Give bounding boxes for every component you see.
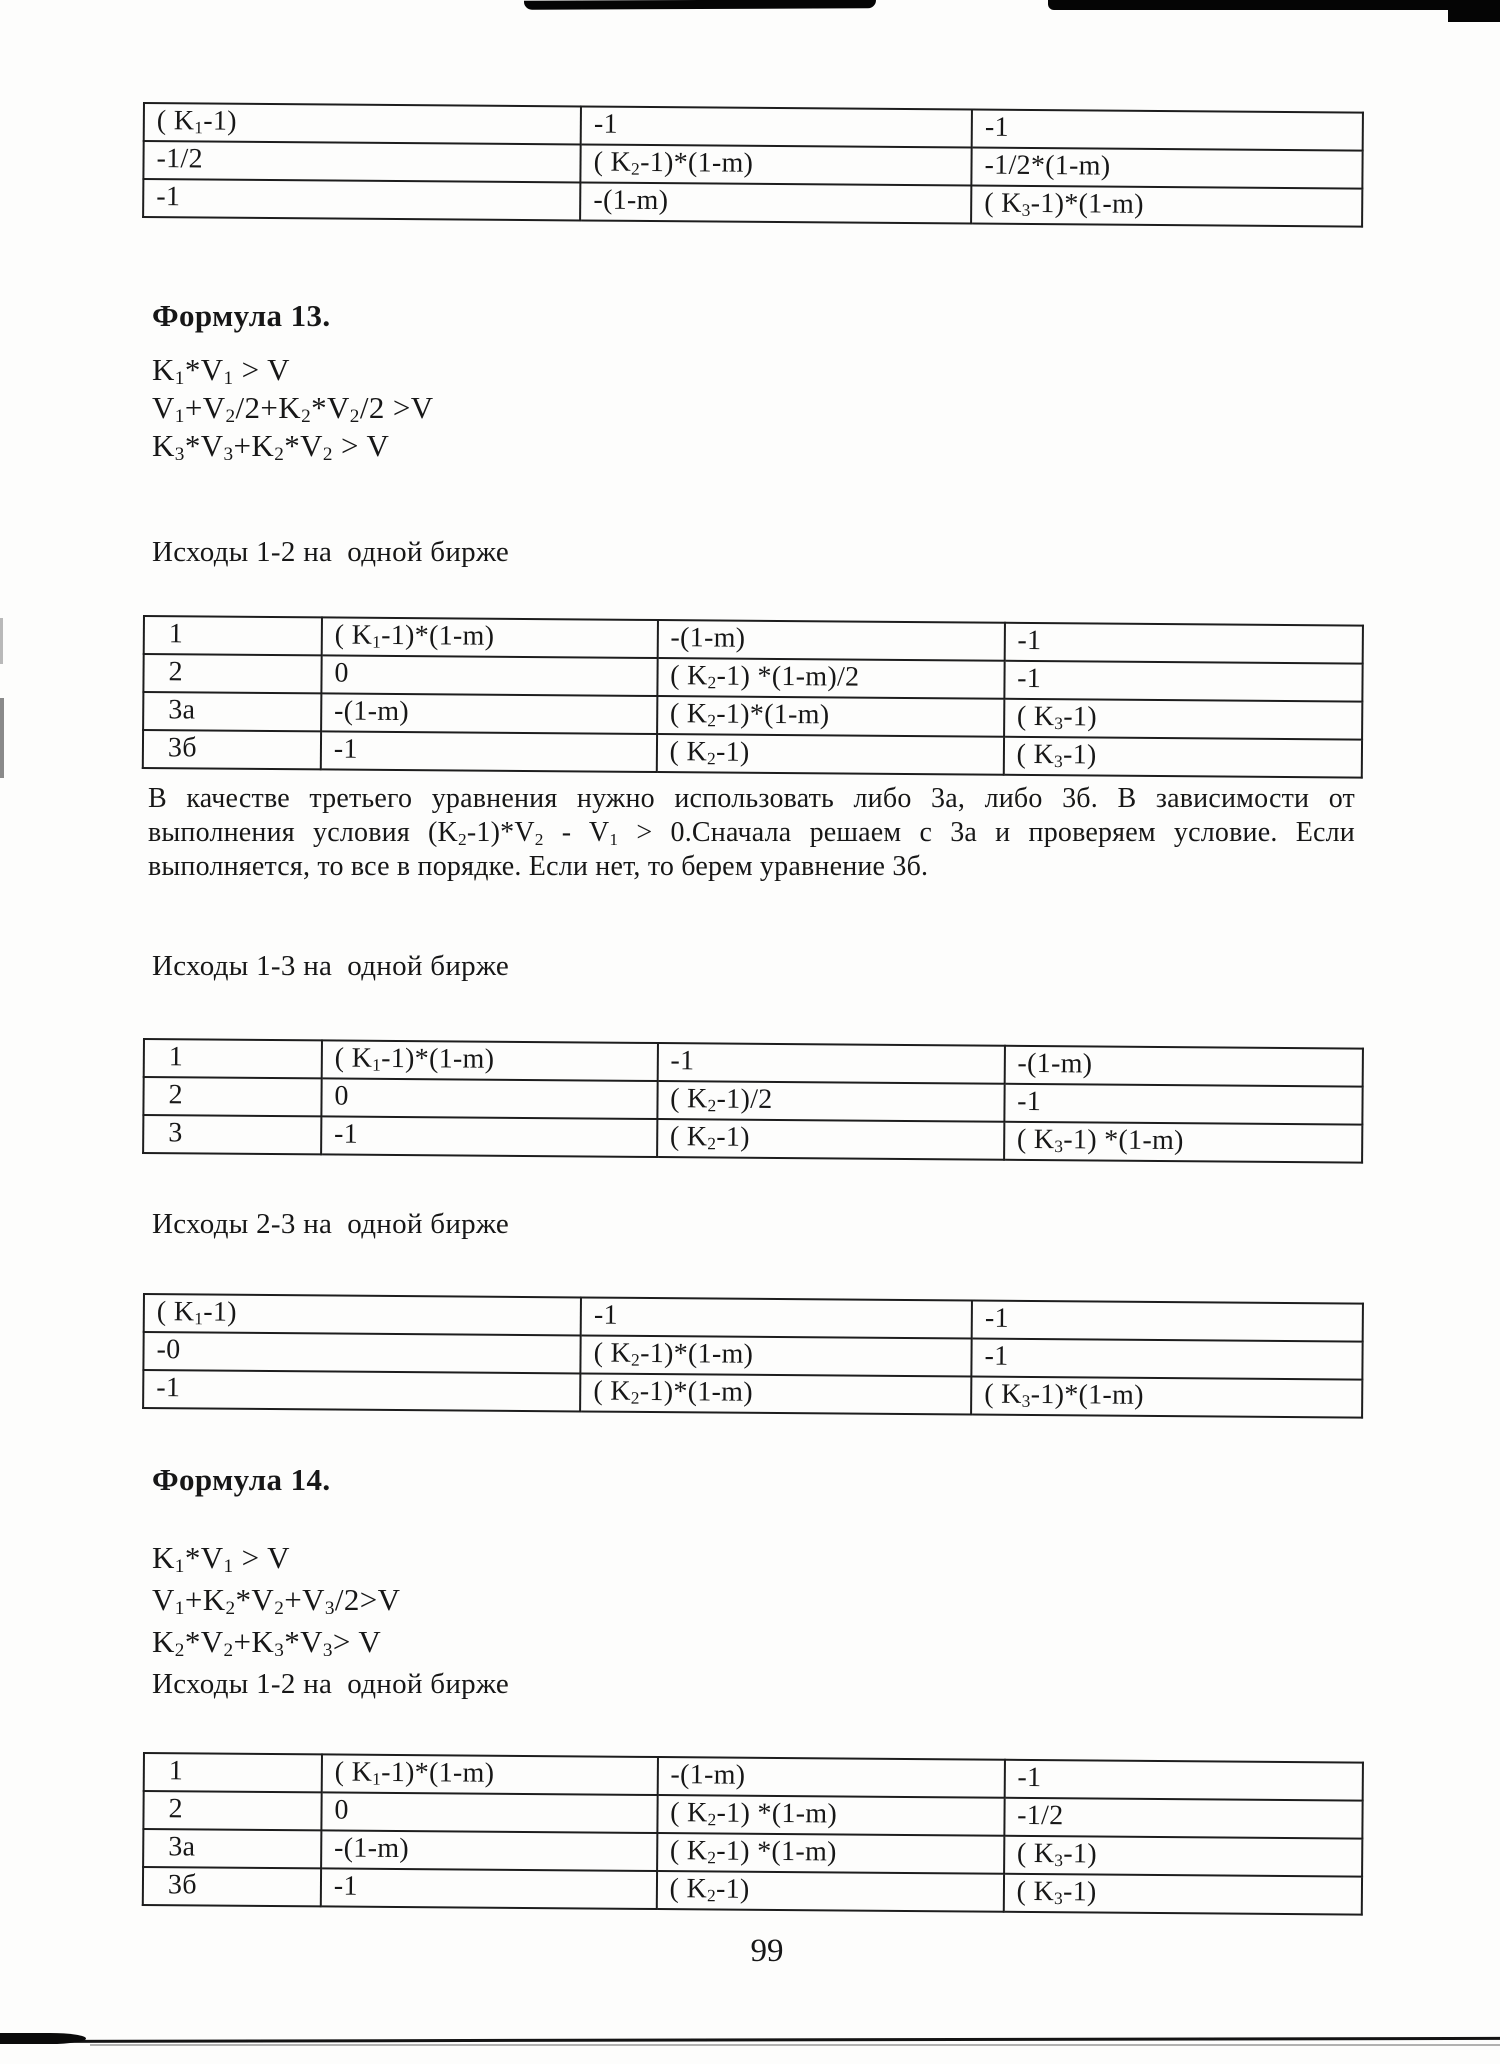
- table-cell: 3а: [143, 1829, 321, 1868]
- matrix-table-outcomes-12: [142, 615, 1364, 779]
- outcomes-12b-heading: Исходы 1-2 на одной бирже: [152, 1668, 510, 1700]
- table-cell: ( $K_3-1$): [1004, 699, 1363, 740]
- formula14-line-1: $K_1*V_1 > V$: [152, 1540, 290, 1578]
- formula13-line-1: $K_1*V_1 > V$: [152, 352, 290, 390]
- note-line-3: выполняется, то все в порядке. Если нет, то берем уравнение 3б.: [148, 851, 929, 882]
- table-cell: -(1-m): [321, 1830, 657, 1871]
- page-number: 99: [750, 1933, 784, 1969]
- table-cell: ( $K_3-1)*(1-m)$: [971, 186, 1362, 227]
- table-cell: -1: [581, 106, 972, 147]
- table-cell: -0: [143, 1332, 580, 1373]
- table-cell: -1: [321, 1868, 657, 1909]
- scan-artifact-bottom-line-faint: [90, 2044, 1500, 2046]
- table-cell: -(1-m): [657, 1757, 1004, 1798]
- formula14-line-3: $K_2*V_2+K_3*V_3> V$: [152, 1624, 382, 1662]
- note-line-1: В качестве третьего уравнения нужно использовать либо 3а, либо 3б. В зависимости от: [148, 783, 1355, 814]
- table-cell: -(1-m): [1004, 1046, 1363, 1087]
- table-cell: ( $K_2-1$) *(1-m): [657, 1833, 1004, 1874]
- matrix-table-outcomes-12b: [142, 1752, 1364, 1916]
- table-cell: -1: [581, 1297, 972, 1338]
- table-cell: ( $K_1-1)*(1-m)$: [322, 1040, 658, 1081]
- table-cell: -(1-m): [657, 620, 1004, 661]
- table-cell: ( $K_2-1)*(1-m)$: [581, 1335, 972, 1376]
- matrix-table-top: [142, 102, 1364, 228]
- table-cell: 1: [144, 1039, 322, 1078]
- note-line-2: выполнения условия $(K_2-1)*V_2 - V_1$ > 0.Сначала решаем с 3а и проверяем условие. Если: [148, 817, 1355, 849]
- table-cell: -1/2: [1004, 1798, 1363, 1839]
- scan-artifact-left-mark-1: [0, 618, 3, 664]
- table-cell: 2: [143, 654, 321, 693]
- formula14-line-2: $V_1+K_2*V_2+V_3/2>V$: [152, 1582, 401, 1620]
- table-cell: -1: [1004, 1760, 1363, 1801]
- table-cell: ( $K_3-1$): [1003, 1874, 1362, 1915]
- table-cell: ( $K_3-1$): [1004, 1836, 1363, 1877]
- table-cell: 3б: [143, 1867, 321, 1906]
- table-cell: 1: [144, 1753, 322, 1792]
- table-cell: -1: [1004, 623, 1363, 664]
- table-cell: 3б: [143, 730, 321, 769]
- scan-artifact-top-bar-2: [1048, 0, 1500, 10]
- table-cell: 1: [144, 616, 322, 655]
- table-cell: -1: [657, 1043, 1004, 1084]
- table-cell: -(1-m): [321, 693, 657, 734]
- matrix-table-outcomes-13: [142, 1038, 1364, 1164]
- table-cell: ( $K_2-1$) *(1-m)/2: [657, 658, 1004, 699]
- outcomes-23-heading: Исходы 2-3 на одной бирже: [152, 1208, 510, 1240]
- table-cell: -1: [143, 1370, 580, 1411]
- formula14-heading: Формула 14.: [152, 1462, 331, 1497]
- table-cell: ( $K_2-1)*(1-m)$: [657, 696, 1004, 737]
- outcomes-12-heading: Исходы 1-2 на одной бирже: [152, 536, 510, 568]
- table-cell: ( $K_2-1)/2$: [657, 1081, 1004, 1122]
- table-cell: ( $K_3-1$): [1003, 737, 1362, 778]
- table-cell: ( $K_3-1$) *(1-m): [1004, 1122, 1363, 1163]
- table-cell: ( $K_2-1)*(1-m)$: [580, 1373, 971, 1414]
- table-cell: -1: [1004, 1084, 1363, 1125]
- table-cell: 3а: [143, 692, 321, 731]
- table-cell: ( $K_2-1$): [656, 1871, 1003, 1912]
- table-cell: -1/2: [143, 141, 580, 182]
- table-cell: -1: [143, 179, 580, 220]
- table-cell: ( $K_1-1)*(1-m)$: [322, 1754, 658, 1795]
- table-cell: -1/2*(1-m): [971, 148, 1362, 189]
- table-cell: -1: [321, 731, 657, 772]
- scan-artifact-top-bar-1: [524, 0, 876, 10]
- table-cell: ( $K_1-1$): [144, 103, 581, 144]
- table-cell: -1: [321, 1116, 657, 1157]
- scan-artifact-left-mark-2: [0, 698, 4, 778]
- table-cell: -1: [1004, 661, 1363, 702]
- table-cell: ( $K_2-1$): [657, 1119, 1004, 1160]
- table-cell: -1: [972, 1301, 1363, 1342]
- table-cell: ( $K_1-1)*(1-m)$: [322, 617, 658, 658]
- scan-artifact-top-corner-blob: [1448, 0, 1500, 22]
- table-cell: 0: [321, 1078, 657, 1119]
- outcomes-13-heading: Исходы 1-3 на одной бирже: [152, 950, 510, 982]
- table-cell: ( $K_1-1$): [144, 1294, 581, 1335]
- matrix-table-outcomes-23: [142, 1293, 1364, 1419]
- formula13-line-3: $K_3*V_3+K_2*V_2 > V$: [152, 428, 390, 466]
- table-cell: ( $K_2-1)*(1-m)$: [581, 144, 972, 185]
- table-cell: ( $K_2-1$) *(1-m): [657, 1795, 1004, 1836]
- table-cell: 2: [143, 1077, 321, 1116]
- table-cell: 0: [321, 655, 657, 696]
- scan-artifact-bottom-line: [0, 2037, 1500, 2043]
- table-cell: -1: [972, 110, 1363, 151]
- formula13-heading: Формула 13.: [152, 298, 331, 333]
- table-cell: ( $K_3-1)*(1-m)$: [971, 1377, 1362, 1418]
- table-cell: 3: [143, 1115, 321, 1154]
- table-cell: -(1-m): [580, 182, 971, 223]
- table-cell: 0: [321, 1792, 657, 1833]
- formula13-line-2: $V_1+V_2/2+K_2*V_2/2 >V$: [152, 390, 434, 428]
- table-cell: -1: [971, 1339, 1362, 1380]
- scan-artifact-bottom-blob: [0, 2033, 86, 2044]
- table-cell: 2: [143, 1791, 321, 1830]
- table-cell: ( $K_2-1$): [656, 734, 1003, 775]
